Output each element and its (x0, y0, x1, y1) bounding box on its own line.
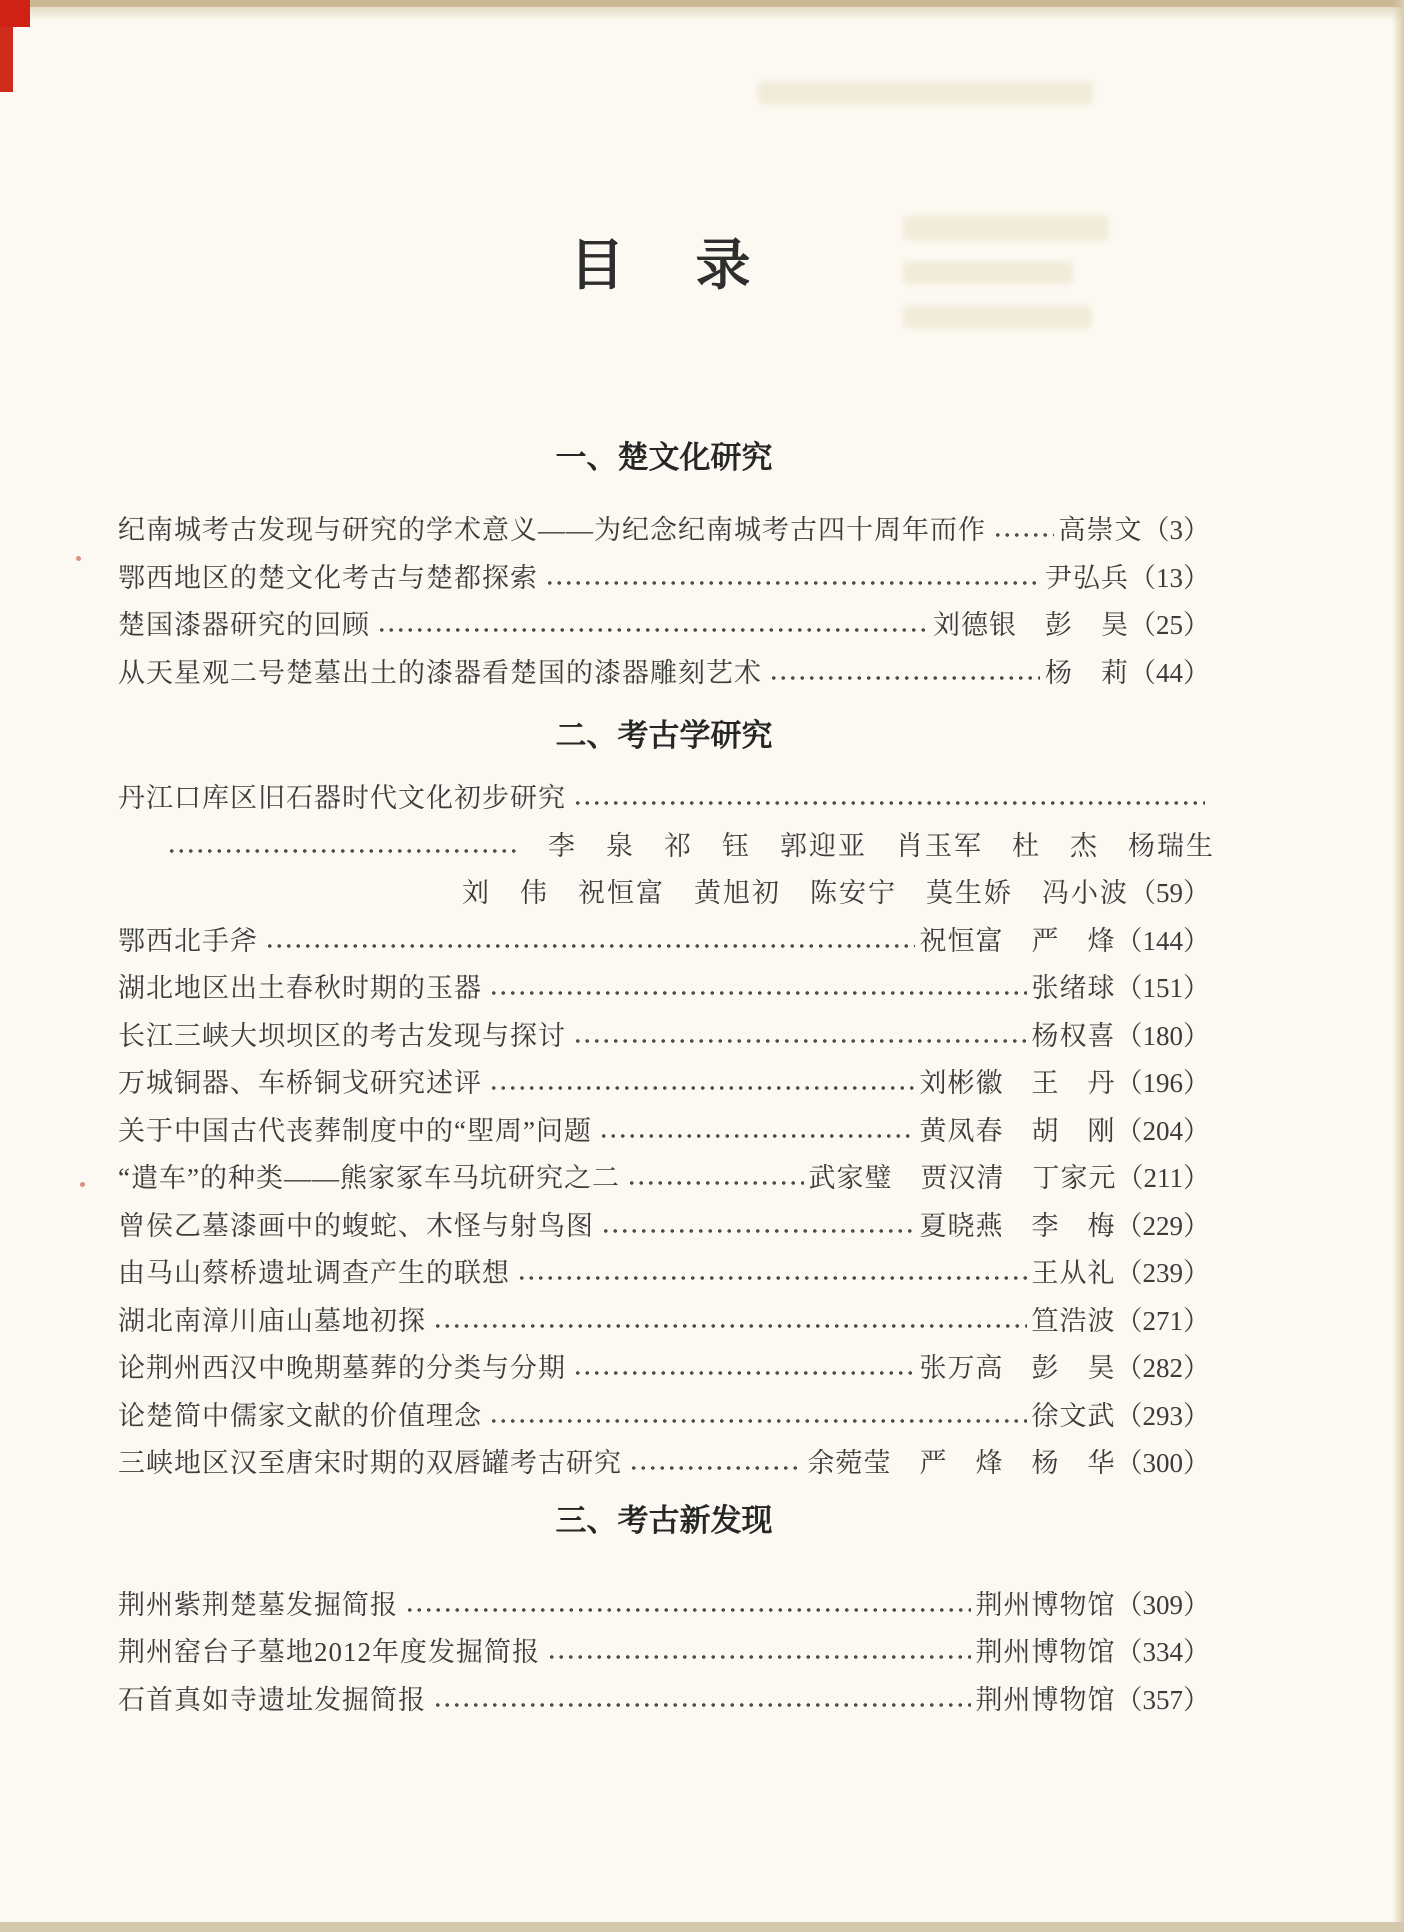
entry-page-number: （300） (1115, 1448, 1210, 1478)
toc-entry (118, 1013, 1210, 1061)
dotted-leader (165, 823, 517, 871)
toc-entry (118, 1155, 1210, 1203)
entry-page-number: （25） (1129, 610, 1210, 640)
entry-title: 楚国漆器研究的回顾 (118, 610, 370, 640)
entry-list (118, 507, 1210, 697)
entry-page-number: （204） (1115, 1115, 1210, 1146)
entry-title: 长江三峡大坝坝区的考古发现与探讨 (118, 1020, 566, 1051)
entry-page-number: （59） (1129, 878, 1210, 908)
section-heading: 一、楚文化研究 (555, 440, 773, 475)
toc-entry (118, 1393, 1210, 1441)
toc-entry-continuation (118, 870, 1210, 918)
entry-authors: 高崇文 (1058, 515, 1143, 545)
entry-authors: 祝恒富 严 烽 (919, 925, 1116, 956)
toc-entry (118, 650, 1210, 698)
entry-page-number: （239） (1115, 1258, 1210, 1288)
dotted-leader (571, 775, 1205, 823)
entry-page-number: （151） (1115, 973, 1210, 1003)
dotted-leader (599, 1203, 915, 1251)
scan-edge-bottom (0, 1922, 1404, 1932)
toc-entry (118, 1629, 1210, 1677)
toc-page (118, 0, 1215, 1724)
page-title: 目 录 (569, 235, 759, 296)
toc-section (118, 1498, 1210, 1725)
toc-entry (118, 1298, 1210, 1346)
entry-authors: 刘 伟 祝恒富 黄旭初 陈安宁 莫生娇 冯小波 (462, 878, 1129, 908)
dotted-leader (545, 1629, 971, 1677)
entry-authors: 荆州博物馆 (975, 1684, 1116, 1715)
scan-speck (76, 556, 81, 561)
entry-authors: 荆州博物馆 (975, 1589, 1116, 1620)
entry-title: 鄂西地区的楚文化考古与楚都探索 (118, 562, 538, 593)
toc-entry (118, 1440, 1210, 1488)
entry-authors: 尹弘兵 (1045, 562, 1129, 593)
toc-sections (118, 435, 1215, 1724)
entry-title: 论荆州西汉中晚期墓葬的分类与分期 (118, 1353, 566, 1383)
toc-entry (118, 507, 1210, 555)
toc-entry (118, 918, 1210, 966)
entry-authors: 杨权喜 (1031, 1020, 1116, 1051)
scan-speck (80, 1182, 85, 1187)
entry-title: 鄂西北手斧 (118, 925, 258, 956)
entry-authors: 夏晓燕 李 梅 (919, 1210, 1116, 1241)
scan-edge-right (1392, 0, 1404, 1932)
entry-page-number: （271） (1115, 1305, 1210, 1336)
entry-title: 论楚简中儒家文献的价值理念 (118, 1400, 482, 1431)
toc-entry (118, 602, 1210, 650)
entry-title: 荆州窑台子墓地2012年度发掘简报 (118, 1637, 540, 1667)
entry-page-number: （180） (1115, 1020, 1210, 1051)
toc-entry (118, 1108, 1210, 1156)
entry-title: 从天星观二号楚墓出土的漆器看楚国的漆器雕刻艺术 (118, 657, 762, 688)
toc-entry (118, 965, 1210, 1013)
toc-entry (118, 1203, 1210, 1251)
entry-authors: 徐文武 (1031, 1400, 1116, 1431)
entry-title: 曾侯乙墓漆画中的蝮蛇、木怪与射鸟图 (118, 1210, 594, 1241)
entry-list (118, 1582, 1210, 1725)
dotted-leader (375, 602, 928, 650)
dotted-leader (597, 1108, 915, 1156)
dotted-leader (515, 1250, 1027, 1298)
dotted-leader (487, 1060, 915, 1108)
dotted-leader (431, 1677, 971, 1725)
entry-title: 石首真如寺遗址发掘简报 (118, 1684, 426, 1715)
entry-title: 关于中国古代丧葬制度中的“堲周”问题 (118, 1115, 592, 1146)
toc-entry (118, 1345, 1210, 1393)
book-cover-corner (0, 27, 13, 92)
entry-title: 纪南城考古发现与研究的学术意义——为纪念纪南城考古四十周年而作 (118, 515, 986, 545)
toc-section (118, 435, 1210, 697)
entry-page-number: （211） (1116, 1163, 1210, 1193)
toc-entry-continuation (118, 823, 1215, 871)
entry-list (118, 775, 1215, 1488)
entry-authors: 荆州博物馆 (975, 1637, 1116, 1667)
entry-title: 万城铜器、车桥铜戈研究述评 (118, 1068, 482, 1098)
entry-authors: 李 泉 祁 钰 郭迎亚 肖玉军 杜 杰 杨瑞生 (548, 830, 1215, 861)
section-heading: 三、考古新发现 (555, 1502, 773, 1538)
dotted-leader (625, 1155, 804, 1203)
entry-page-number: （13） (1129, 562, 1210, 593)
dotted-leader (487, 1393, 1027, 1441)
dotted-leader (487, 965, 1027, 1013)
toc-entry (118, 555, 1210, 603)
entry-page-number: （196） (1115, 1068, 1210, 1098)
entry-title: 湖北南漳川庙山墓地初探 (118, 1305, 426, 1336)
dotted-leader (403, 1582, 971, 1630)
entry-title: 荆州紫荆楚墓发掘简报 (118, 1589, 398, 1620)
entry-authors: 杨 莉 (1045, 657, 1129, 688)
entry-title: 湖北地区出土春秋时期的玉器 (118, 973, 482, 1003)
entry-page-number: （229） (1115, 1210, 1210, 1241)
entry-page-number: （357） (1115, 1684, 1210, 1715)
entry-page-number: （334） (1115, 1637, 1210, 1667)
entry-authors: 武家璧 贾汉清 丁家元 (808, 1163, 1117, 1193)
entry-authors: 张绪球 (1031, 973, 1116, 1003)
toc-entry (118, 1582, 1210, 1630)
entry-title: 丹江口库区旧石器时代文化初步研究 (118, 783, 566, 813)
entry-page-number: （293） (1115, 1400, 1210, 1431)
entry-title: 由马山蔡桥遗址调查产生的联想 (118, 1258, 510, 1288)
entry-page-number: （309） (1115, 1589, 1210, 1620)
dotted-leader (767, 650, 1040, 698)
entry-page-number: （3） (1142, 515, 1210, 545)
toc-entry (118, 775, 1210, 823)
dotted-leader (263, 918, 915, 966)
entry-authors: 余菀莹 严 烽 杨 华 (807, 1448, 1116, 1478)
entry-authors: 刘德银 彭 昊 (933, 610, 1129, 640)
entry-page-number: （282） (1115, 1353, 1210, 1383)
toc-entry (118, 1677, 1210, 1725)
dotted-leader (991, 507, 1054, 555)
dotted-leader (431, 1298, 1027, 1346)
toc-section (118, 713, 1215, 1488)
dotted-leader (571, 1345, 915, 1393)
dotted-leader (571, 1013, 1027, 1061)
toc-entry (118, 1250, 1210, 1298)
dotted-leader (627, 1440, 803, 1488)
book-cover-corner (0, 0, 30, 27)
dotted-leader (543, 555, 1040, 603)
entry-page-number: （44） (1129, 657, 1210, 688)
entry-page-number: （144） (1115, 925, 1210, 956)
entry-authors: 刘彬徽 王 丹 (919, 1068, 1116, 1098)
toc-entry (118, 1060, 1210, 1108)
entry-title: 三峡地区汉至唐宋时期的双唇罐考古研究 (118, 1448, 622, 1478)
entry-title: “遣车”的种类——熊家冢车马坑研究之二 (118, 1163, 620, 1193)
entry-authors: 王从礼 (1031, 1258, 1116, 1288)
entry-authors: 张万高 彭 昊 (919, 1353, 1116, 1383)
section-heading: 二、考古学研究 (555, 718, 773, 753)
entry-authors: 笪浩波 (1031, 1305, 1116, 1336)
entry-authors: 黄凤春 胡 刚 (919, 1115, 1116, 1146)
